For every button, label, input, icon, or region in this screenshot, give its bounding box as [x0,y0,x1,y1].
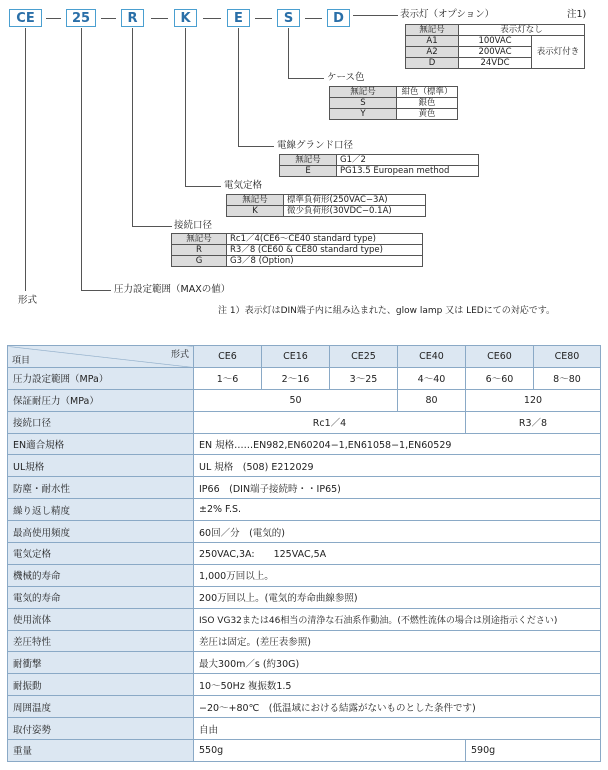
rating-title: 電気定格 [224,180,263,191]
header-row [8,346,601,368]
cell-value: 1〜6 [194,367,262,389]
row-label: EN適合規格 [8,433,194,455]
table-row [280,166,479,177]
table-row [8,674,601,696]
option-code: 無記号 [172,234,227,245]
display-lamp-title: 表示灯（オプション） [400,9,495,20]
cell-value: 最大300m／s (約30G) [194,652,601,674]
code-box-d: D [327,9,350,27]
table-row [8,608,601,630]
table-row [8,564,601,586]
row-label: 電気的寿命 [8,586,194,608]
table-row [8,367,601,389]
cell-value: 6〜60 [466,367,534,389]
cell-value: EN 規格……EN982,EN60204−1,EN61058−1,EN60529 [194,433,601,455]
corner-bottom-label: 項目 [12,355,31,366]
table-row [406,25,585,36]
table-row [406,36,585,47]
row-label: 圧力設定範囲（MPa） [8,367,194,389]
option-code: D [406,58,459,69]
code-dash [203,18,221,19]
cell-value: IP66 (DIN端子接続時・・IP65) [194,477,601,499]
row-label: 防塵・耐水性 [8,477,194,499]
option-desc: 紺色（標準） [397,87,458,98]
cell-value: 10〜50Hz 複振数1.5 [194,674,601,696]
row-label: 使用流体 [8,608,194,630]
table-row [8,477,601,499]
cell-value: 120 [466,389,601,411]
option-code: G [172,256,227,267]
option-desc: 微少負荷形(30VDC−0.1A) [284,206,426,217]
connector-e-v [238,28,239,146]
option-desc: PG13.5 European method [337,166,479,177]
code-dash [151,18,168,19]
row-label: 最高使用頻度 [8,521,194,543]
row-label: 差圧特性 [8,630,194,652]
option-code: Y [330,109,397,120]
table-row [172,256,423,267]
display-lamp-table [405,24,585,69]
table-row [8,718,601,740]
code-dash [101,18,116,19]
code-box-25: 25 [66,9,96,27]
pressure-range-label: 圧力設定範囲（MAXの値） [114,284,231,295]
model-header: CE40 [398,346,466,368]
option-code: 無記号 [330,87,397,98]
code-box-k: K [174,9,197,27]
option-desc: G3／8 (Option) [227,256,423,267]
option-code: A2 [406,47,459,58]
row-label: 保証耐圧力（MPa） [8,389,194,411]
table-row [330,109,458,120]
option-code: K [227,206,284,217]
table-row [8,630,601,652]
table-row [8,499,601,521]
cell-value: 550g [194,740,466,762]
option-desc: 表示灯なし [459,25,585,36]
cell-value: ±2% F.S. [194,499,601,521]
rating-table [226,194,426,217]
model-label: 形式 [18,295,38,306]
option-desc: 銀色 [397,98,458,109]
cell-value: 4〜40 [398,367,466,389]
option-desc: 黄色 [397,109,458,120]
row-label: 取付姿勢 [8,718,194,740]
cell-value: 自由 [194,718,601,740]
connector-s-v [288,28,289,78]
table-row [330,98,458,109]
row-label: 耐振動 [8,674,194,696]
connector-k-h [185,186,221,187]
option-desc: 24VDC [459,58,532,69]
connector-s-h [288,78,324,79]
note-marker: 注1) [567,9,587,20]
row-label: 機械的寿命 [8,564,194,586]
cell-value: 50 [194,389,398,411]
connector-d [353,15,398,16]
cell-value: ISO VG32または46相当の清浄な石油系作動油。(不燃性流体の場合は別途指示ください) [194,608,601,630]
option-desc: Rc1／4(CE6〜CE40 standard type) [227,234,423,245]
footnote: 注 1）表示灯はDIN端子内に組み込まれた、glow lamp 又は LEDにての対応です。 [218,306,555,316]
row-label: 繰り返し精度 [8,499,194,521]
connector-ce-v [25,28,26,291]
corner-top-label: 形式 [170,350,189,360]
option-code: R [172,245,227,256]
code-box-s: S [277,9,300,27]
cell-value: 200万回以上。(電気的寿命曲線参照) [194,586,601,608]
option-code: 無記号 [406,25,459,36]
case-color-table [329,86,458,120]
table-row [8,455,601,477]
cell-value: UL 規格 (508) E212029 [194,455,601,477]
table-row [227,206,426,217]
option-code: A1 [406,36,459,47]
table-row [280,155,479,166]
cell-value: 8〜80 [534,367,601,389]
connector-25-h [81,290,111,291]
table-row [8,521,601,543]
option-code: 無記号 [227,195,284,206]
connector-r-h [132,226,172,227]
table-row [8,543,601,565]
cell-value: R3／8 [466,411,601,433]
code-box-r: R [121,9,144,27]
code-dash [46,18,61,19]
model-header: CE80 [534,346,601,368]
table-row [8,411,601,433]
cell-value: Rc1／4 [194,411,466,433]
row-label: 重量 [8,740,194,762]
cell-value: −20〜+80℃ (低温域における結露がないものとした条件です) [194,696,601,718]
row-label: 周囲温度 [8,696,194,718]
port-table [171,233,423,267]
code-dash [305,18,322,19]
cable-gland-table [279,154,479,177]
option-code: S [330,98,397,109]
table-row [172,245,423,256]
option-desc: 200VAC [459,47,532,58]
table-row [8,586,601,608]
connector-e-h [238,146,274,147]
option-code: E [280,166,337,177]
connector-25-v [81,28,82,290]
table-row [172,234,423,245]
model-header: CE16 [262,346,330,368]
table-row [8,652,601,674]
row-label: 接続口径 [8,411,194,433]
table-row [330,87,458,98]
code-box-ce: CE [9,9,42,27]
option-desc: 標準負荷形(250VAC−3A) [284,195,426,206]
option-code: 無記号 [280,155,337,166]
cell-value: 1,000万回以上。 [194,564,601,586]
table-row [8,696,601,718]
table-row [8,740,601,762]
table-row [8,433,601,455]
port-title: 接続口径 [174,220,213,231]
table-row [8,389,601,411]
cell-value: 60回／分 (電気的) [194,521,601,543]
option-desc: G1／2 [337,155,479,166]
case-color-title: ケース色 [327,72,365,83]
row-label: UL規格 [8,455,194,477]
model-header: CE60 [466,346,534,368]
cell-value: 3〜25 [330,367,398,389]
cell-value: 590g [466,740,601,762]
row-label: 耐衝撃 [8,652,194,674]
cell-value: 80 [398,389,466,411]
model-header: CE6 [194,346,262,368]
cable-gland-title: 電線グランド口径 [277,140,354,151]
corner-cell [8,346,194,368]
model-header: CE25 [330,346,398,368]
cell-value: 差圧は固定。(差圧表参照) [194,630,601,652]
cell-value: 250VAC,3A: 125VAC,5A [194,543,601,565]
connector-r-v [132,28,133,226]
code-dash [255,18,272,19]
option-desc: 100VAC [459,36,532,47]
code-box-e: E [227,9,250,27]
row-label: 電気定格 [8,543,194,565]
table-row [227,195,426,206]
option-note: 表示灯付き [532,36,585,69]
spec-table [7,345,601,762]
connector-k-v [185,28,186,186]
option-desc: R3／8 (CE60 & CE80 standard type) [227,245,423,256]
cell-value: 2〜16 [262,367,330,389]
